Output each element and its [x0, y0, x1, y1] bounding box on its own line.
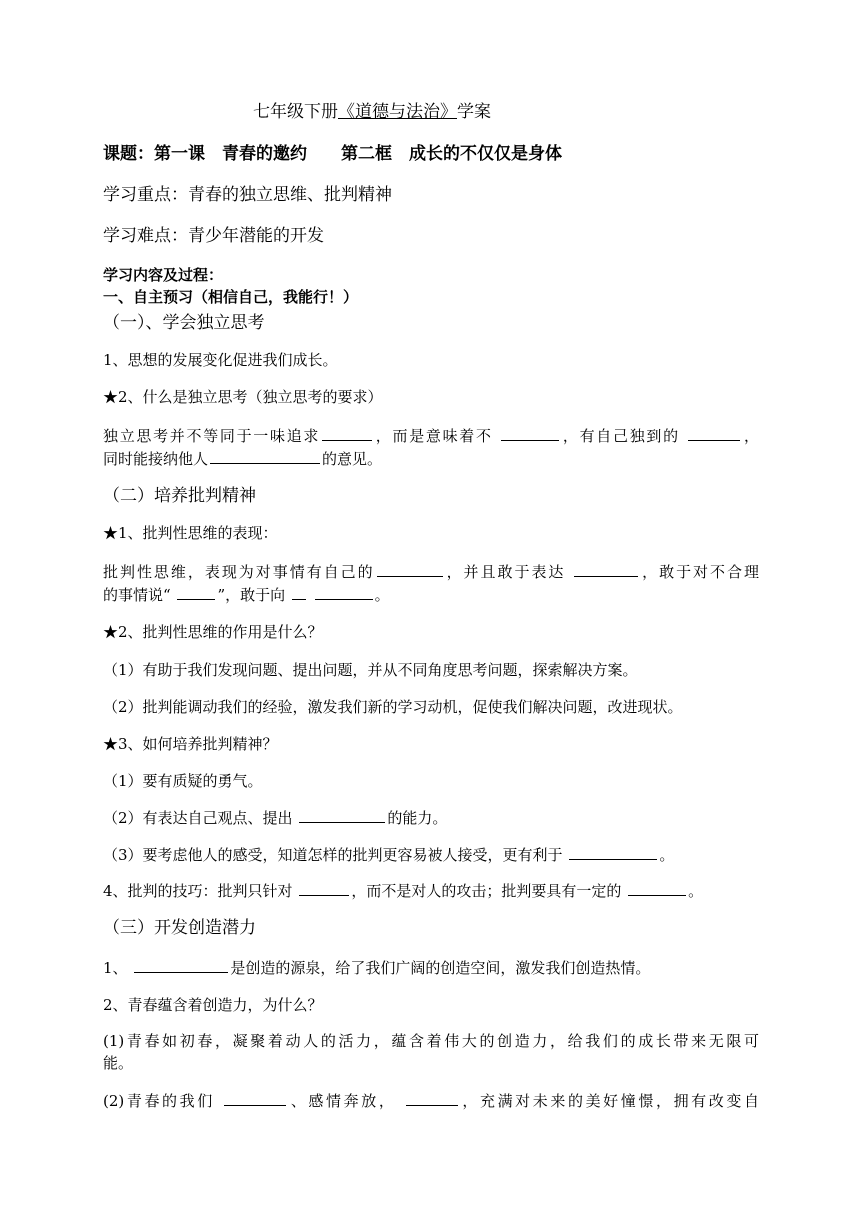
- section1-para-line1: 独立思考并不等同于一味追求 ，而是意味着不 ，有自己独到的 ，: [103, 427, 759, 445]
- section2-item3: ★3、如何培养批判精神？: [103, 735, 278, 753]
- section2-item2: ★2、批判性思维的作用是什么？: [103, 623, 323, 641]
- fill-blank[interactable]: [315, 585, 373, 600]
- section2-how1: （1）要有质疑的勇气。: [103, 772, 263, 790]
- document-title: 七年级下册《道德与法治》学案: [253, 102, 491, 122]
- section2-item4: 4、批判的技巧：批判只针对 ，而不是对人的攻击；批判要具有一定的 。: [103, 882, 704, 900]
- section1-item2: ★2、什么是独立思考（独立思考的要求）: [103, 388, 383, 406]
- lesson-topic: 课题：第一课 青春的邀约 第二框 成长的不仅仅是身体: [103, 144, 562, 164]
- section2-effect1: （1）有助于我们发现问题、提出问题，并从不同角度思考问题，探索解决方案。: [103, 661, 638, 679]
- fill-blank[interactable]: [322, 426, 372, 441]
- section2-item1: ★1、批判性思维的表现：: [103, 524, 278, 542]
- section3-heading: （三）开发创造潜力: [103, 918, 256, 938]
- section3-reason2: (2)青春的我们 、感情奔放， ，充满对未来的美好憧憬，拥有改变自: [103, 1092, 759, 1110]
- part1-heading: 一、自主预习（相信自己，我能行！）: [103, 288, 359, 306]
- fill-blank[interactable]: [299, 881, 349, 896]
- fill-blank[interactable]: [688, 426, 740, 441]
- section1-para-line2: 同时能接纳他人 的意见。: [103, 450, 383, 468]
- fill-blank[interactable]: [299, 808, 385, 823]
- process-heading: 学习内容及过程：: [103, 266, 224, 284]
- fill-blank[interactable]: [406, 1091, 458, 1106]
- section3-reason1-line2: 能。: [103, 1054, 134, 1072]
- book-title: 《道德与法治》: [338, 102, 457, 122]
- fill-blank[interactable]: [292, 585, 306, 600]
- section2-how2: （2）有表达自己观点、提出 的能力。: [103, 809, 448, 827]
- section2-heading: （二）培养批判精神: [103, 486, 256, 506]
- fill-blank[interactable]: [377, 562, 443, 577]
- section2-effect2: （2）批判能调动我们的经验，激发我们新的学习动机，促使我们解决问题，改进现状。: [103, 698, 683, 716]
- fill-blank[interactable]: [501, 426, 559, 441]
- difficulty: 学习难点：青少年潜能的开发: [103, 226, 324, 246]
- section1-heading: （一）、学会独立思考: [103, 313, 265, 333]
- fill-blank[interactable]: [574, 562, 638, 577]
- section2-how3: （3）要考虑他人的感受，知道怎样的批判更容易被人接受，更有利于 。: [103, 846, 675, 864]
- section3-reason1-line1: (1)青春如初春，凝聚着动人的活力，蕴含着伟大的创造力，给我们的成长带来无限可: [103, 1032, 759, 1050]
- section1-item1: 1、思想的发展变化促进我们成长。: [103, 351, 338, 369]
- fill-blank[interactable]: [224, 1091, 286, 1106]
- fill-blank[interactable]: [177, 585, 215, 600]
- key-point: 学习重点：青春的独立思维、批判精神: [103, 185, 392, 205]
- fill-blank[interactable]: [569, 845, 657, 860]
- section2-para-line1: 批判性思维，表现为对事情有自己的 ，并且敢于表达 ，敢于对不合理: [103, 563, 759, 581]
- section3-item1: 1、 是创造的源泉，给了我们广阔的创造空间，激发我们创造热情。: [103, 959, 651, 977]
- fill-blank[interactable]: [210, 449, 320, 464]
- section2-para-line2: 的事情说“ ”，敢于向 。: [103, 586, 390, 604]
- section3-item2: 2、青春蕴含着创造力，为什么？: [103, 996, 323, 1014]
- fill-blank[interactable]: [134, 958, 228, 973]
- fill-blank[interactable]: [628, 881, 686, 896]
